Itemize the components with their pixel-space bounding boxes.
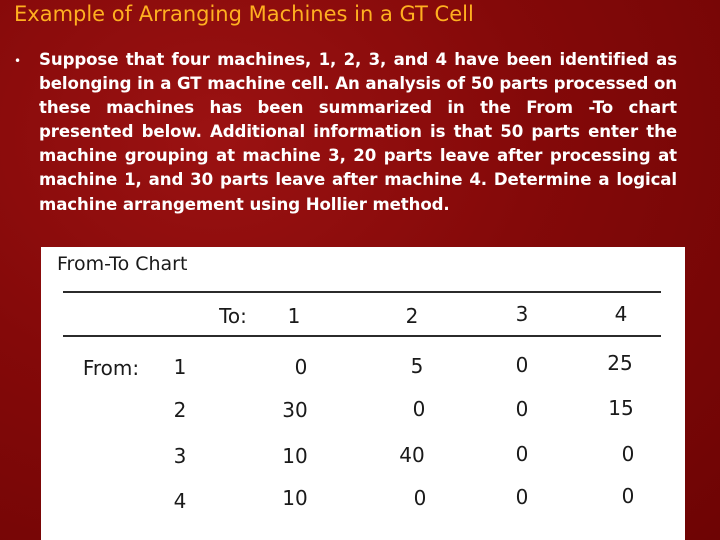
cell-2-2: 0 (412, 397, 426, 421)
column-header-2: 2 (405, 304, 419, 328)
problem-statement: Suppose that four machines, 1, 2, 3, and 4 have been identified as belonging in a GT machine cell. An analysis of 50 parts processed on these machines has been summarized in the From -To chart presented below. Additional information is that 50 parts enter the machine grouping at machine 3, 20 parts leave after processing at machine 1, and 30 parts leave after machine 4. Determine a logical machine arrangement using Hollier method. (39, 50, 677, 214)
cell-4-2: 0 (413, 486, 427, 510)
cell-2-1: 30 (282, 398, 308, 422)
chart-title: From-To Chart (57, 253, 188, 275)
to-label: To: (219, 304, 247, 328)
cell-1-2: 5 (410, 354, 424, 378)
cell-4-1: 10 (282, 486, 308, 510)
cell-3-1: 10 (282, 444, 308, 468)
header-rule (63, 335, 661, 337)
cell-1-4: 25 (607, 351, 633, 375)
row-label-2: 2 (173, 398, 187, 422)
cell-3-2: 40 (399, 443, 425, 467)
column-header-4: 4 (614, 302, 628, 326)
from-label: From: (82, 356, 140, 380)
row-label-1: 1 (173, 355, 187, 379)
row-label-3: 3 (173, 444, 187, 468)
column-header-1: 1 (287, 304, 301, 328)
slide-title: Example of Arranging Machines in a GT Cell (14, 2, 474, 26)
cell-1-1: 0 (294, 355, 308, 379)
from-to-chart (41, 247, 685, 540)
cell-4-3: 0 (515, 485, 529, 509)
cell-2-4: 15 (608, 396, 634, 420)
row-label-4: 4 (173, 489, 187, 513)
bullet-marker: • (14, 54, 22, 68)
cell-3-3: 0 (515, 442, 529, 466)
top-rule (63, 291, 661, 293)
cell-2-3: 0 (515, 397, 529, 421)
cell-4-4: 0 (621, 484, 635, 508)
cell-3-4: 0 (621, 442, 635, 466)
cell-1-3: 0 (515, 353, 529, 377)
column-header-3: 3 (515, 302, 529, 326)
